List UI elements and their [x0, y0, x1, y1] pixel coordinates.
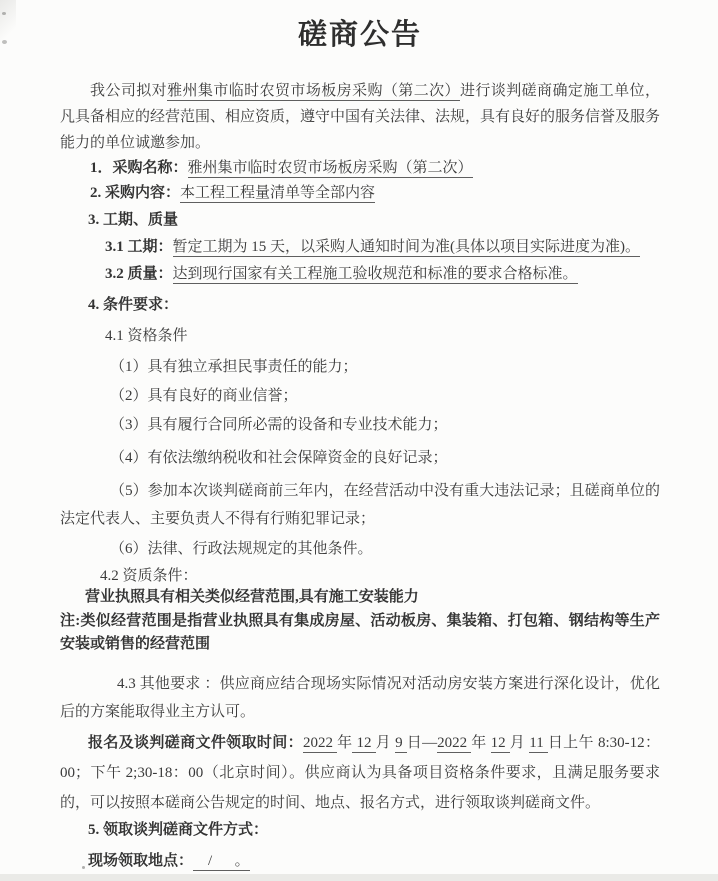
credential-requirement: 营业执照具有相关类似经营范围,具有施工安装能力: [85, 589, 419, 605]
scan-corner-artifact: [0, 0, 16, 52]
qualification-item-4: （4）有依法缴纳税收和社会保障资金的良好记录；: [110, 450, 448, 466]
purchase-name-value: 雅州集市临时农贸市场板房采购（第二次）: [187, 160, 473, 176]
signup-label: 报名及谈判磋商文件领取时间：: [88, 735, 303, 751]
quality-label: 3.2 质量：: [105, 266, 173, 282]
signup-unit-day-1: 日—: [406, 735, 438, 751]
intro-post-text: 进行谈判磋商确定施工单位，凡具备相应的经营范围、相应资质，遵守中国有关法律、法规，具有良好的服务信誉及服务能力的单位诚邀参加。: [60, 83, 661, 151]
qualification-item-5: （5）参加本次谈判磋商前三年内，在经营活动中没有重大违法记录；且磋商单位的法定代表人、主要负责人不得有行贿犯罪记录；: [60, 483, 660, 527]
purchase-content-value: 本工程工程量清单等全部内容: [180, 185, 376, 201]
signup-time-paragraph: [60, 728, 660, 818]
signup-continuation: 下午 2;30-18：00（北京时间）。供应商认为具备项目资格条件要求，且满足服务要求的，可以按照本磋商公告规定的时间、地点、报名方式，进行领取谈判磋商文件。: [60, 765, 660, 811]
pickup-label: 现场领取地点：: [88, 853, 194, 869]
qualification-item-2: （2）具有良好的商业信誉；: [110, 388, 298, 404]
purchase-content-line: [90, 181, 660, 206]
purchase-name-line: [90, 156, 660, 181]
document-title: 磋商公告: [297, 19, 422, 51]
signup-unit-year-2: 年: [471, 735, 491, 751]
intro-project-name: 雅州集市临时农贸市场板房采购（第二次）: [167, 83, 460, 99]
duration-label: 3.1 工期：: [105, 239, 173, 255]
signup-unit-month-1: 月: [375, 735, 396, 751]
scan-speck: [82, 866, 85, 869]
quality-line: [105, 262, 660, 287]
pickup-location-line: [88, 851, 660, 872]
signup-unit-month-2: 月: [509, 735, 530, 751]
other-requirement-paragraph: 4.3 其他要求 ：供应商应结合现场实际情况对活动房安装方案进行深化设计，优化后的方案能取得业主方认可。: [60, 676, 660, 720]
credential-heading: 4.2 资质条件：: [100, 568, 198, 584]
intro-paragraph: [60, 78, 660, 156]
signup-year-1: 2022: [302, 735, 338, 751]
qualification-heading: 4.1 资格条件: [105, 328, 188, 344]
scan-edge-artifact: [0, 874, 718, 881]
scan-speck: [2, 12, 6, 15]
intro-pre-text: 我公司拟对: [90, 83, 168, 99]
signup-month-1: 12: [352, 735, 376, 751]
signup-day-1: 9: [395, 735, 407, 751]
section-3-heading: 3. 工期、质量: [88, 212, 179, 228]
duration-line: [105, 235, 660, 260]
signup-month-2: 12: [490, 735, 510, 751]
duration-value: 暂定工期为 15 天，以采购人通知时间为准(具体以项目实际进度为准)。: [172, 239, 641, 255]
purchase-content-label: 2. 采购内容：: [90, 185, 181, 201]
credential-note: 注:类似经营范围是指营业执照具有集成房屋、活动板房、集装箱、打包箱、钢结构等生产安装或销售的经营范围: [60, 613, 660, 652]
pickup-blank-value: / 。: [193, 853, 250, 869]
qualification-item-3: （3）具有履行合同所必需的设备和专业技术能力；: [110, 417, 448, 433]
signup-year-2: 2022: [437, 735, 472, 751]
signup-unit-year-1: 年: [337, 735, 353, 751]
qualification-item-1: （1）具有独立承担民事责任的能力；: [110, 359, 358, 375]
signup-day-2: 11: [529, 735, 548, 751]
scan-speck: [2, 40, 7, 44]
quality-value: 达到现行国家有关工程施工验收规范和标准的要求合格标准。: [172, 266, 578, 282]
qualification-item-6: （6）法律、行政法规规定的其他条件。: [110, 541, 373, 557]
signup-tail: 日上午 8:30-12：00；: [60, 735, 660, 781]
section-4-heading: 4. 条件要求：: [88, 297, 179, 313]
section-5-heading: 5. 领取谈判磋商文件方式：: [88, 822, 269, 838]
purchase-name-label: 1．采购名称：: [90, 160, 188, 176]
